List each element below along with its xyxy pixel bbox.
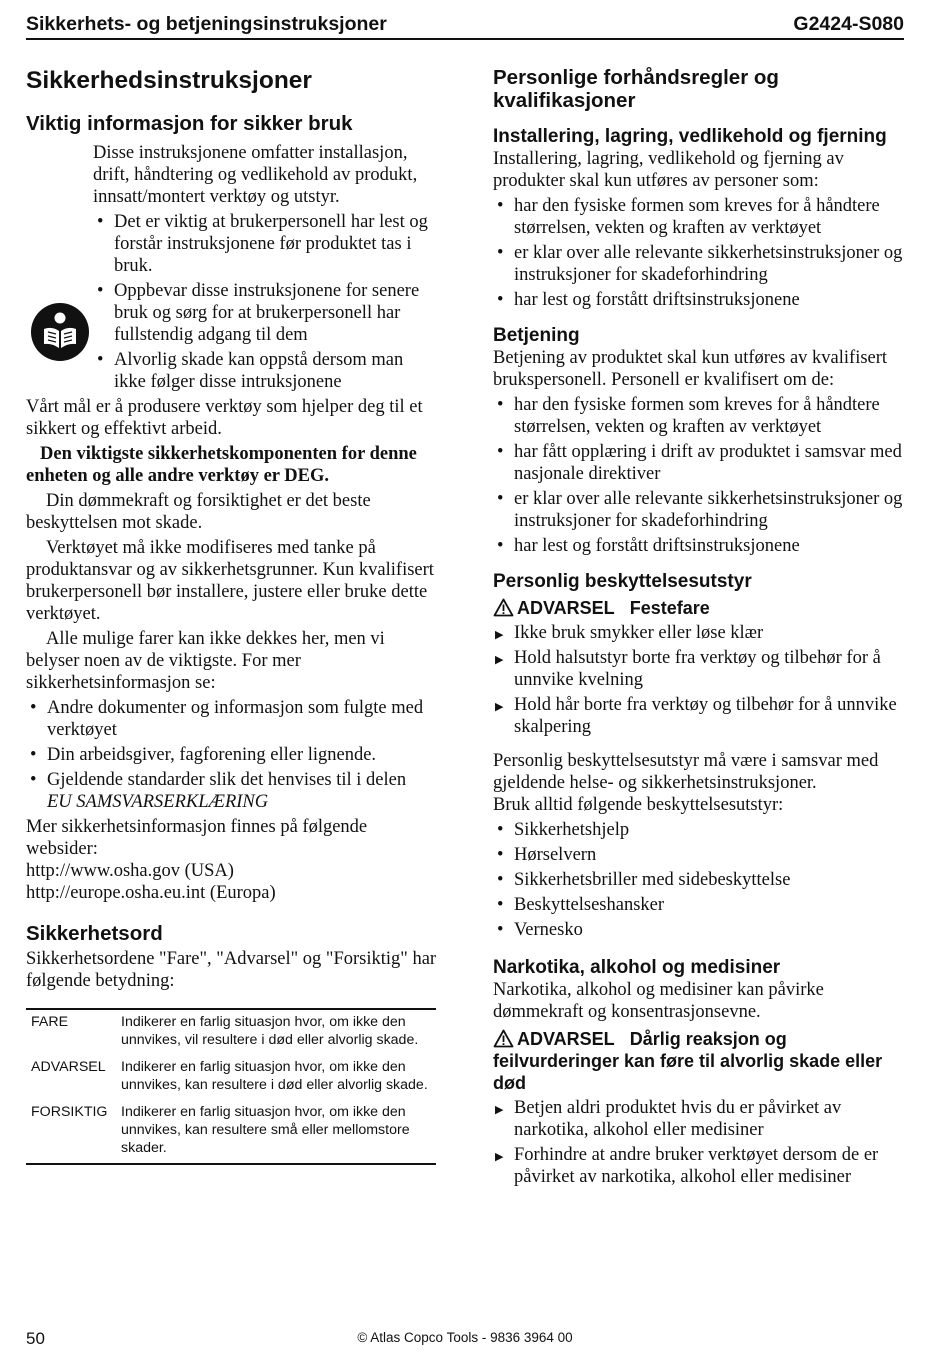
judgement-paragraph: Din dømmekraft og forsiktighet er det beste beskyttelsen mot skade.: [26, 491, 371, 533]
warning-label: ADVARSEL: [517, 1029, 615, 1049]
operation-bullet: • har lest og forstått driftsinstruksjonene: [493, 535, 906, 557]
read-manual-icon: [30, 302, 90, 362]
signal-term: FARE: [31, 1014, 69, 1030]
web-intro: Mer sikkerhetsinformasjon finnes på følgende websider:: [26, 817, 368, 859]
signal-words-table: [26, 1008, 436, 1165]
warning-title: Dårlig reaksjon og feilvurderinger kan føre til alvorlig skade eller død: [493, 1029, 883, 1093]
viktig-heading: Viktig informasjon for sikker bruk: [26, 112, 353, 135]
install-bullet: • er klar over alle relevante sikkerhetsinstruksjoner og instruksjoner for skadeforhindring: [493, 242, 906, 286]
ppe-paragraph: Personlig beskyttelsesutstyr må være i samsvar med gjeldende helse- og sikkerhetsinstruksjoner.: [493, 751, 879, 793]
osha-link[interactable]: http://www.osha.gov (USA): [26, 861, 234, 881]
table-row: [26, 1055, 436, 1100]
warning-label: ADVARSEL: [517, 598, 615, 618]
header-model-code: G2424-S080: [793, 13, 904, 35]
warning-item: ▶ Betjen aldri produktet hvis du er påvirket av narkotika, alkohol eller medisiner: [493, 1097, 906, 1141]
signal-term: FORSIKTIG: [31, 1104, 108, 1120]
signal-description: Indikerer en farlig situasjon hvor, om ikke den unnvikes, kan resultere i død eller alvorlig skade.: [121, 1059, 428, 1093]
warning-title: Festefare: [629, 598, 710, 618]
operation-paragraph: Betjening av produktet skal kun utføres av kvalifisert brukspersonell. Personell er kvalifisert om de:: [493, 348, 888, 390]
hazard-bullet: • Andre dokumenter og informasjon som fulgte med verktøyet: [26, 697, 438, 741]
modify-paragraph: Verktøyet må ikke modifiseres med tanke på produktansvar og av sikkerhetsgrunner. Kun kvalifisert brukerpersonell bør installere, justere eller bruke dette verktøyet.: [26, 538, 434, 624]
europe-osha-link[interactable]: http://europe.osha.eu.int (Europa): [26, 883, 276, 903]
signal-words-paragraph: Sikkerhetsordene "Fare", "Advarsel" og "Forsiktig" har følgende betydning:: [26, 949, 437, 991]
warning-item: ▶ Hold hår borte fra verktøy og tilbehør for å unnvike skalpering: [493, 694, 906, 738]
ppe-heading: Personlig beskyttelsesutstyr: [493, 571, 752, 592]
ppe-always-paragraph: Bruk alltid følgende beskyttelsesutstyr:: [493, 795, 784, 815]
page-footer: [26, 1327, 904, 1351]
goal-paragraph: Vårt mål er å produsere verktøy som hjelper deg til et sikkert og effektivt arbeid.: [26, 397, 423, 439]
signal-description: Indikerer en farlig situasjon hvor, om ikke den unnvikes, vil resultere i død eller alvorlig skade.: [121, 1014, 419, 1048]
intro-bullet: • Oppbevar disse instruksjonene for senere bruk og sørg for at brukerpersonell har fullstendig adgang til dem: [93, 280, 438, 346]
table-row: [26, 1009, 436, 1055]
left-column: [26, 66, 438, 1165]
intro-bullet-list: [93, 211, 438, 393]
intro-paragraph: Disse instruksjonene omfatter installasjon, drift, håndtering og vedlikehold av produkt, innsatt/montert verktøy og utstyr.: [93, 143, 418, 207]
entanglement-list: [493, 622, 906, 738]
warning-item: ▶ Ikke bruk smykker eller løse klær: [493, 622, 906, 644]
hazard-bullet-list: [26, 697, 438, 813]
install-paragraph: Installering, lagring, vedlikehold og fjerning av produkter skal kun utføres av personer som:: [493, 149, 844, 191]
intro-bullet: • Det er viktig at brukerpersonell har lest og forstår instruksjonene før produktet tas i bruk.: [93, 211, 438, 277]
impairment-warning: [493, 1028, 906, 1094]
right-column: [493, 66, 906, 1188]
intro-block: [26, 142, 438, 393]
signal-term: ADVARSEL: [31, 1059, 106, 1075]
signal-words-heading: Sikkerhetsord: [26, 922, 163, 945]
operation-heading: Betjening: [493, 325, 580, 346]
signal-description: Indikerer en farlig situasjon hvor, om ikke den unnvikes, kan resultere små eller mellomstore skader.: [121, 1104, 410, 1156]
entanglement-warning: [493, 597, 906, 619]
standards-bullet: [26, 769, 438, 813]
install-bullet: • har den fysiske formen som kreves for å håndtere størrelsen, vekten og kraften av verktøyet: [493, 195, 906, 239]
hazards-paragraph: Alle mulige farer kan ikke dekkes her, men vi belyser noen av de viktigste. For mer sikkerhetsinformasjon se:: [26, 629, 385, 693]
table-row: [26, 1100, 436, 1164]
intro-bullet: • Alvorlig skade kan oppstå dersom man ikke følger disse intruksjonene: [93, 349, 438, 393]
drugs-paragraph: Narkotika, alkohol og medisiner kan påvirke dømmekraft og konsentrasjonsevne.: [493, 980, 824, 1022]
warning-item: ▶ Forhindre at andre bruker verktøyet dersom de er påvirket av narkotika, alkohol eller medisiner: [493, 1144, 906, 1188]
operation-bullet: • har fått opplæring i drift av produktet i samsvar med nasjonale direktiver: [493, 441, 906, 485]
warning-triangle-icon: [493, 598, 514, 617]
key-component-paragraph: Den viktigste sikkerhetskomponenten for denne enheten og alle andre verktøy er DEG.: [26, 444, 417, 486]
ppe-bullet: • Hørselvern: [493, 844, 906, 866]
install-bullet: • har lest og forstått driftsinstruksjonene: [493, 289, 906, 311]
page-header: [26, 10, 904, 40]
header-doc-title: Sikkerhets- og betjeningsinstruksjoner: [26, 13, 387, 35]
copyright: © Atlas Copco Tools - 9836 3964 00: [357, 1330, 573, 1345]
standards-text: Gjeldende standarder slik det henvises til i delen: [47, 770, 407, 790]
operation-bullet: • er klar over alle relevante sikkerhetsinstruksjoner og instruksjoner for skadeforhindring: [493, 488, 906, 532]
eu-declaration-ref: EU SAMSVARSERKLÆRING: [47, 792, 269, 812]
warning-triangle-icon: [493, 1029, 514, 1048]
install-heading: Installering, lagring, vedlikehold og fjerning: [493, 126, 887, 147]
impairment-list: [493, 1097, 906, 1188]
ppe-bullet: • Sikkerhetsbriller med sidebeskyttelse: [493, 869, 906, 891]
operation-bullet: • har den fysiske formen som kreves for å håndtere størrelsen, vekten og kraften av verktøyet: [493, 394, 906, 438]
ppe-bullet-list: [493, 819, 906, 941]
hazard-bullet: • Din arbeidsgiver, fagforening eller lignende.: [26, 744, 438, 766]
page-number: 50: [26, 1329, 45, 1348]
operation-bullet-list: [493, 394, 906, 557]
ppe-bullet: • Beskyttelseshansker: [493, 894, 906, 916]
warning-item: ▶ Hold halsutstyr borte fra verktøy og tilbehør for å unnvike kvelning: [493, 647, 906, 691]
ppe-bullet: • Vernesko: [493, 919, 906, 941]
page-title: Sikkerhedsinstruksjoner: [26, 67, 312, 94]
personal-precautions-heading: Personlige forhåndsregler og kvalifikasjoner: [493, 66, 779, 112]
ppe-bullet: • Sikkerhetshjelp: [493, 819, 906, 841]
drugs-heading: Narkotika, alkohol og medisiner: [493, 957, 781, 978]
install-bullet-list: [493, 195, 906, 311]
